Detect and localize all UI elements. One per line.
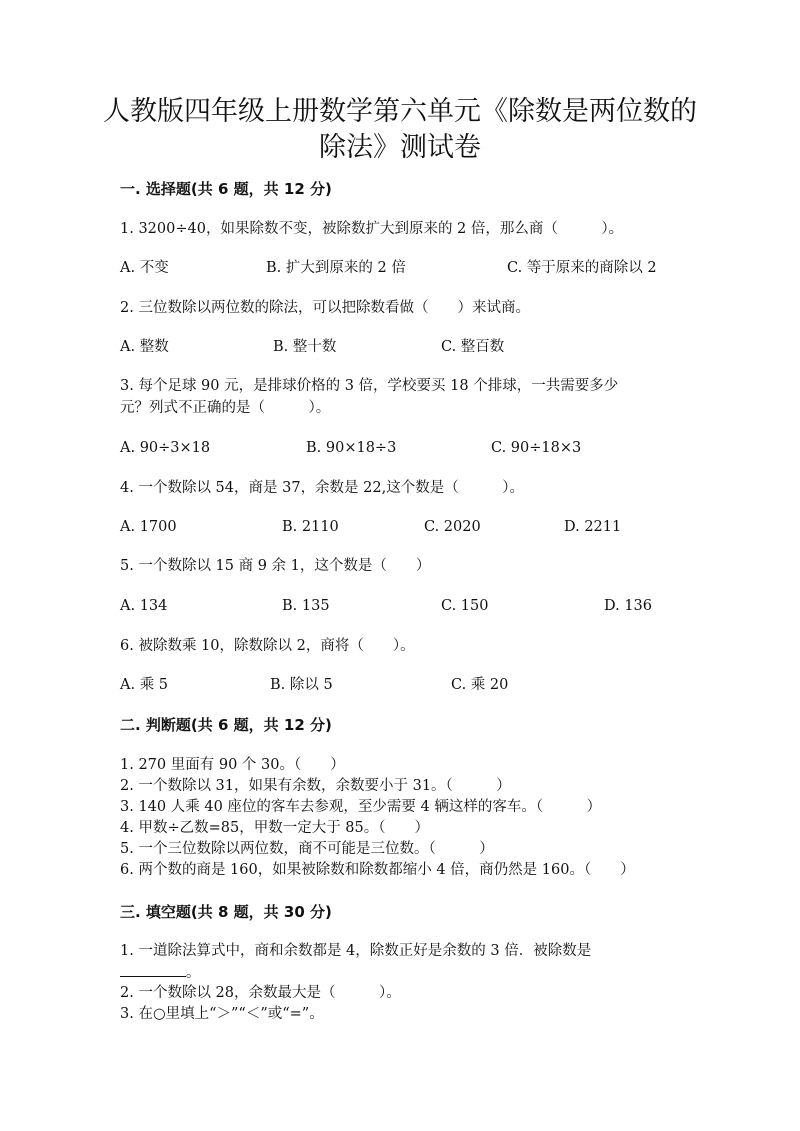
fill-question-2: 2. 一个数除以 28，余数最大是（ ）。 bbox=[120, 985, 401, 1001]
question-3-line-1: 3. 每个足球 90 元，是排球价格的 3 倍，学校要买 18 个排球，一共需要多少 bbox=[120, 378, 619, 394]
q5-option-d: D. 136 bbox=[604, 598, 653, 614]
q2-option-b: B. 整十数 bbox=[273, 339, 337, 355]
section-heading-judgment: 二. 判断题(共 6 题，共 12 分) bbox=[120, 716, 332, 734]
q5-option-a: A. 134 bbox=[120, 598, 168, 614]
judgment-item-4: 4. 甲数÷乙数=85，甲数一定大于 85。（ ） bbox=[120, 820, 430, 836]
question-3-line-2: 元？列式不正确的是（ ）。 bbox=[120, 400, 331, 416]
fill-question-3: 3. 在○里填上“＞”“＜”或“=”。 bbox=[120, 1006, 324, 1022]
q4-option-d: D. 2211 bbox=[564, 519, 622, 535]
q6-option-c: C. 乘 20 bbox=[451, 677, 509, 693]
q5-option-c: C. 150 bbox=[441, 598, 489, 614]
judgment-item-2: 2. 一个数除以 31，如果有余数，余数要小于 31。（ ） bbox=[120, 778, 511, 794]
q2-option-a: A. 整数 bbox=[120, 339, 169, 355]
judgment-item-6: 6. 两个数的商是 160，如果被除数和除数都缩小 4 倍，商仍然是 160。（ ） bbox=[120, 862, 635, 878]
question-1: 1. 3200÷40，如果除数不变，被除数扩大到原来的 2 倍，那么商（ ）。 bbox=[120, 221, 624, 237]
question-4: 4. 一个数除以 54，商是 37，余数是 22,这个数是（ ）。 bbox=[120, 480, 524, 496]
q4-option-a: A. 1700 bbox=[120, 519, 177, 535]
section-heading-choice: 一. 选择题(共 6 题，共 12 分) bbox=[120, 180, 332, 198]
q1-option-a: A. 不变 bbox=[120, 260, 169, 276]
q1-option-c: C. 等于原来的商除以 2 bbox=[507, 260, 657, 276]
page-title-line-2: 除法》测试卷 bbox=[319, 132, 481, 163]
question-5: 5. 一个数除以 15 商 9 余 1，这个数是（ ） bbox=[120, 558, 431, 574]
q6-option-b: B. 除以 5 bbox=[270, 677, 333, 693]
q5-option-b: B. 135 bbox=[282, 598, 330, 614]
judgment-item-3: 3. 140 人乘 40 座位的客车去参观，至少需要 4 辆这样的客车。（ ） bbox=[120, 799, 602, 815]
fill-question-1-end: 。 bbox=[186, 965, 201, 981]
section-heading-fill-in: 三. 填空题(共 8 题，共 30 分) bbox=[120, 903, 332, 921]
q1-option-b: B. 扩大到原来的 2 倍 bbox=[266, 260, 406, 276]
page-title-line-1: 人教版四年级上册数学第六单元《除数是两位数的 bbox=[103, 96, 697, 127]
answer-blank[interactable] bbox=[120, 962, 186, 977]
judgment-item-5: 5. 一个三位数除以两位数，商不可能是三位数。（ ） bbox=[120, 841, 494, 857]
q4-option-c: C. 2020 bbox=[424, 519, 481, 535]
question-2: 2. 三位数除以两位数的除法，可以把除数看做（ ）来试商。 bbox=[120, 300, 530, 316]
q3-option-c: C. 90÷18×3 bbox=[491, 440, 582, 456]
fill-question-1-line-1: 1. 一道除法算式中，商和余数都是 4，除数正好是余数的 3 倍．被除数是 bbox=[120, 943, 592, 959]
q4-option-b: B. 2110 bbox=[282, 519, 339, 535]
judgment-item-1: 1. 270 里面有 90 个 30。（ ） bbox=[120, 757, 345, 773]
question-6: 6. 被除数乘 10，除数除以 2，商将（ ）。 bbox=[120, 638, 415, 654]
q3-option-a: A. 90÷3×18 bbox=[120, 440, 211, 456]
q2-option-c: C. 整百数 bbox=[441, 339, 505, 355]
q3-option-b: B. 90×18÷3 bbox=[306, 440, 397, 456]
fill-question-1-line-2 bbox=[120, 962, 201, 984]
q6-option-a: A. 乘 5 bbox=[120, 677, 169, 693]
